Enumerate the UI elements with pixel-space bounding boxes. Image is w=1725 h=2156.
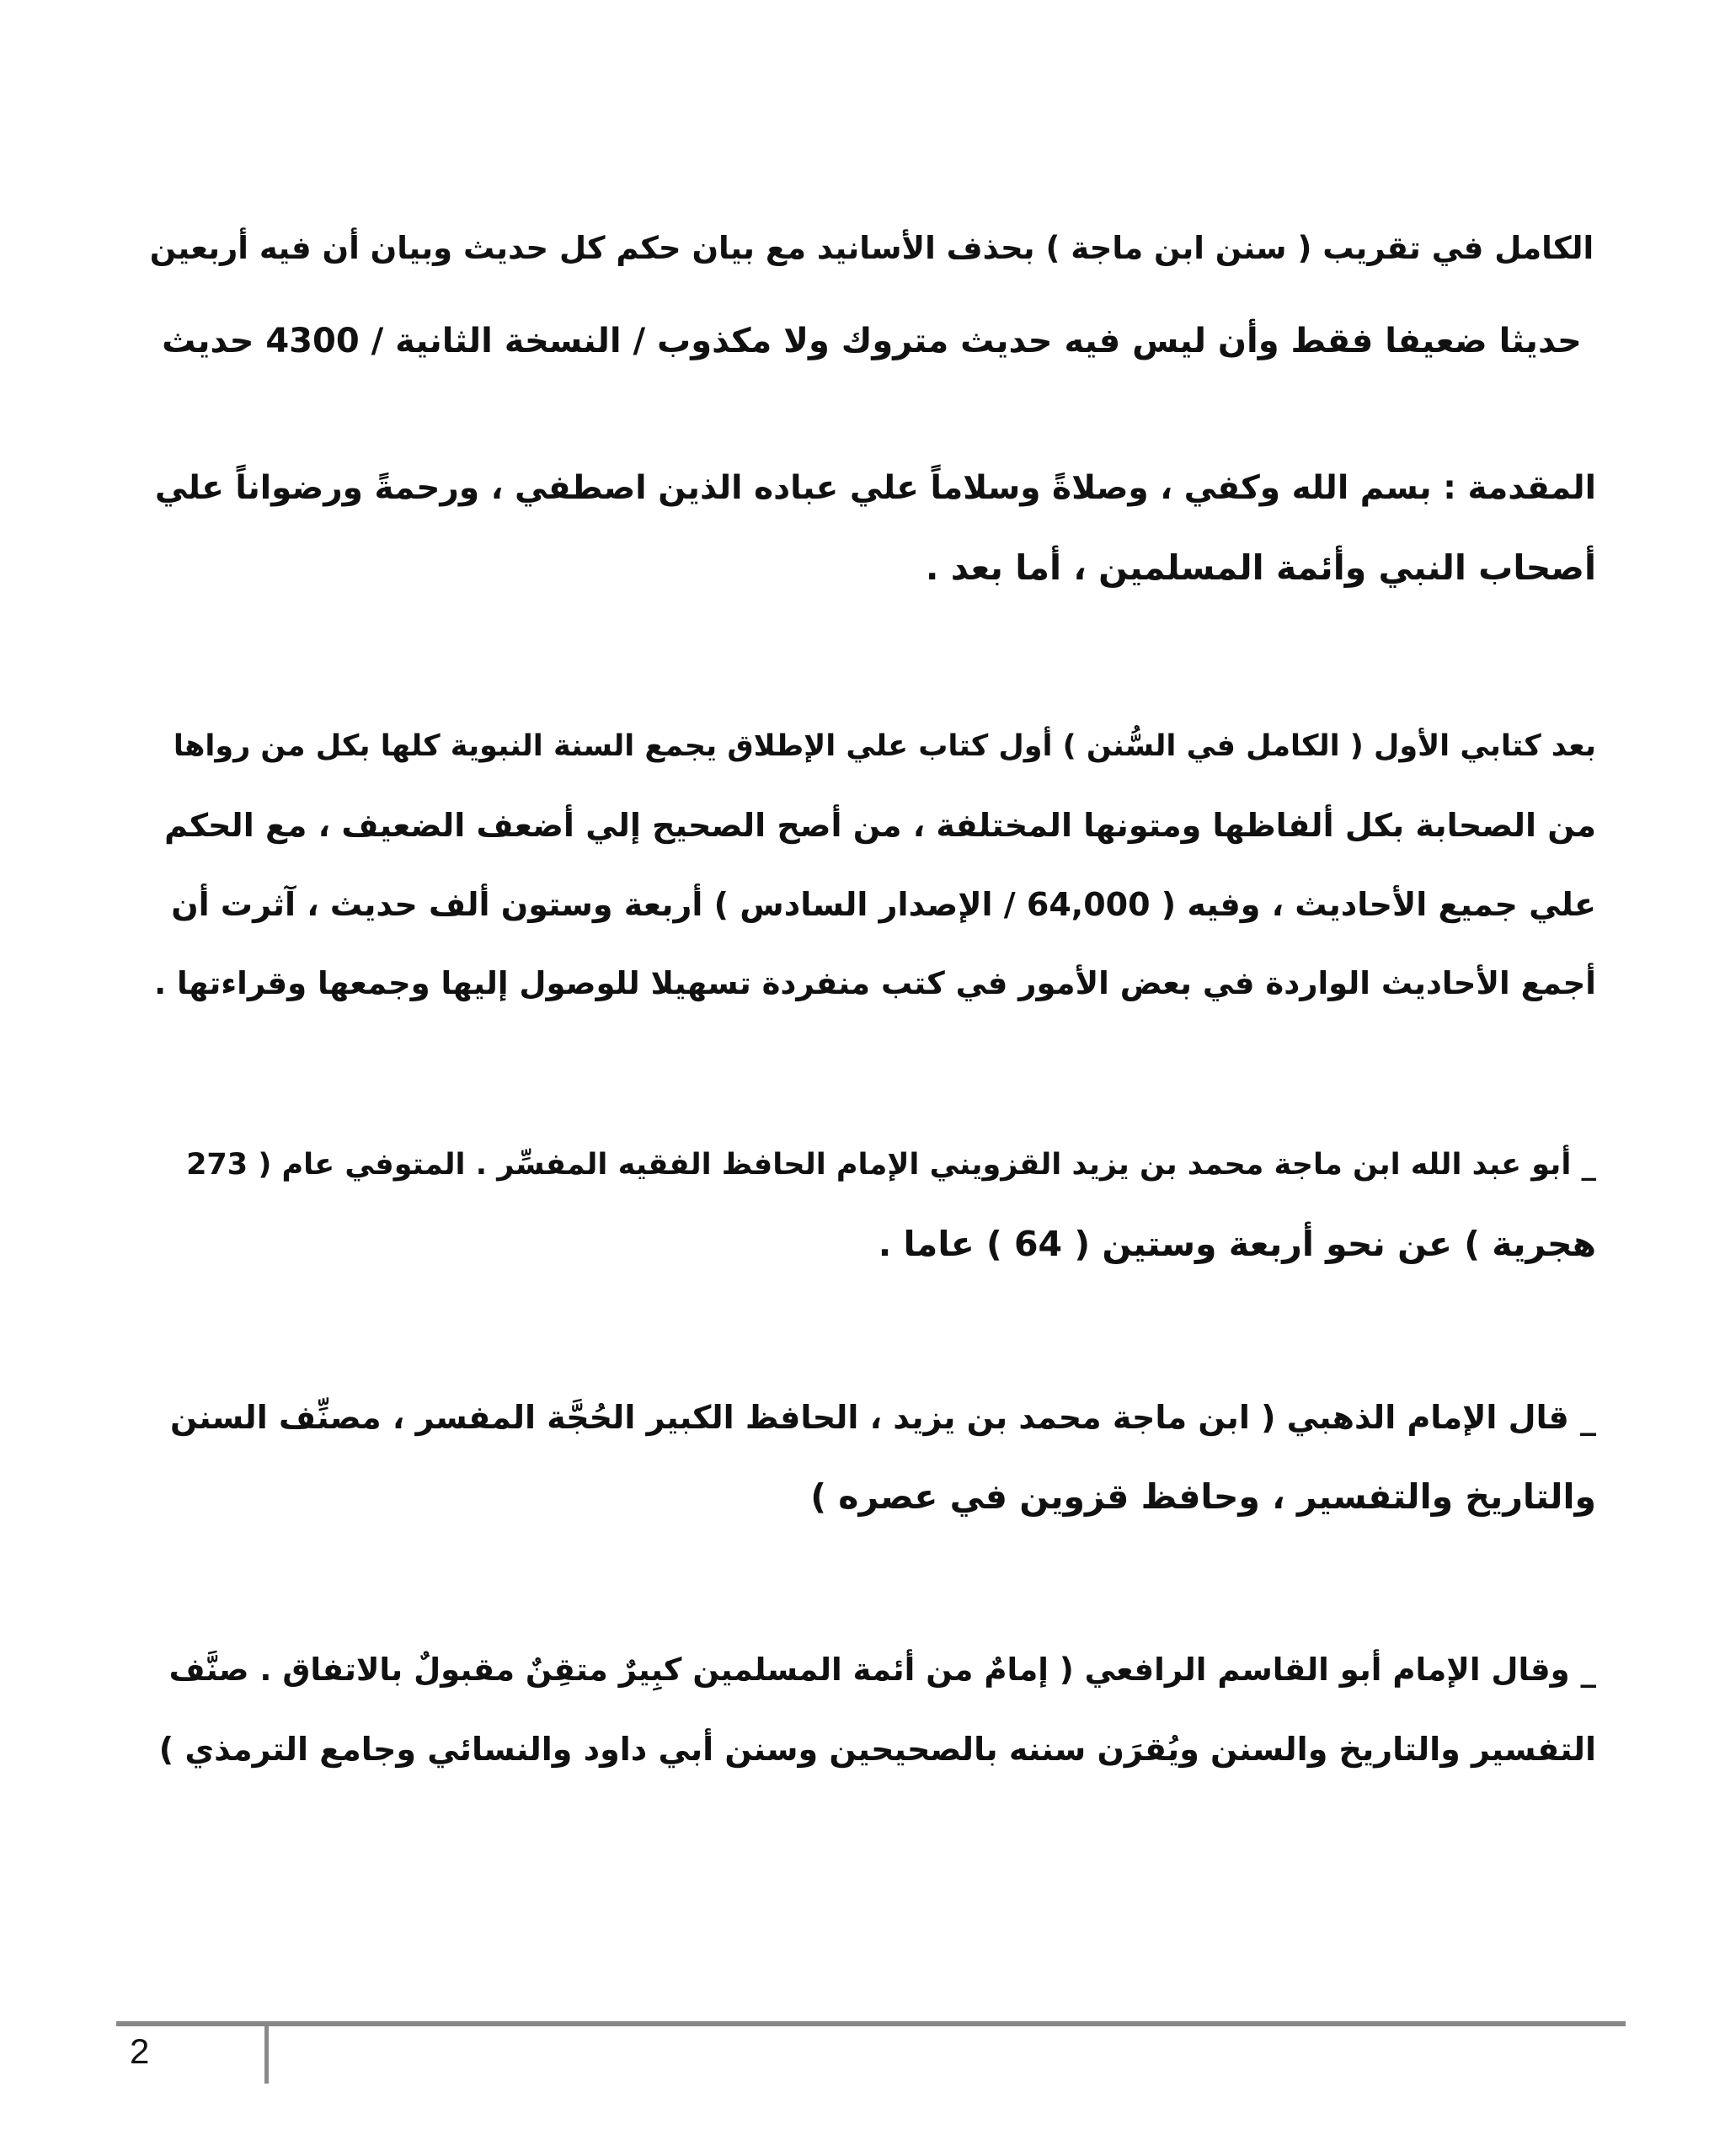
footer-divider-tick — [264, 2026, 269, 2084]
ibn-majah-paragraph — [147, 1125, 1596, 1283]
book-line-1: بعد كتابي الأول ( الكامل في السُّنن ) أول كتاب علي الإطلاق يجمع السنة النبوية كلها بكل من رواها — [173, 729, 1596, 763]
book-line-3: علي جميع الأحاديث ، وفيه ( 64,000 / الإصدار السادس ) أربعة وستون ألف حديث ، آثرت أن — [171, 886, 1596, 923]
rafii-quote-paragraph — [147, 1630, 1596, 1789]
book-paragraph — [147, 707, 1596, 1023]
intro-line-2: أصحاب النبي وأئمة المسلمين ، أما بعد . — [925, 547, 1596, 588]
intro-paragraph — [147, 449, 1596, 607]
page-number: 2 — [130, 2031, 150, 2071]
book-line-4: أجمع الأحاديث الواردة في بعض الأمور في كتب منفردة تسهيلا للوصول إليها وجمعها وقراءتها . — [154, 965, 1596, 1001]
ibn-majah-line-2: هجرية ) عن نحو أربعة وستين ( 64 ) عاما . — [878, 1224, 1596, 1264]
document-title — [147, 202, 1596, 387]
title-line-2: حديثا ضعيفا فقط وأن ليس فيه حديث متروك ولا مكذوب / النسخة الثانية / 4300 حديث — [162, 322, 1582, 360]
rafii-line-2: التفسير والتاريخ والسنن ويُقرَن سننه بالصحيحين وسنن أبي داود والنسائي وجامع الترمذي ) — [158, 1731, 1596, 1768]
dhahabi-quote-paragraph — [147, 1378, 1596, 1536]
dhahabi-line-2: والتاريخ والتفسير ، وحافظ قزوين في عصره ) — [810, 1476, 1596, 1517]
title-line-1: الكامل في تقريب ( سنن ابن ماجة ) بحذف الأسانيد مع بيان حكم كل حديث وبيان أن فيه أربعين — [149, 230, 1594, 266]
book-line-2: من الصحابة بكل ألفاظها ومتونها المختلفة ، من أصح الصحيح إلي أضعف الضعيف ، مع الحكم — [164, 807, 1596, 844]
footer-rule — [116, 2021, 1626, 2026]
rafii-line-1: _ وقال الإمام أبو القاسم الرافعي ( إمامٌ من أئمة المسلمين كبِيرٌ متقِنٌ مقبولٌ بالاتفاق . صنَّف — [168, 1652, 1596, 1688]
ibn-majah-line-1: _ أبو عبد الله ابن ماجة محمد بن يزيد القزويني الإمام الحافظ الفقيه المفسِّر . المتوفي عام ( 273 — [186, 1148, 1596, 1182]
dhahabi-line-1: _ قال الإمام الذهبي ( ابن ماجة محمد بن يزيد ، الحافظ الكبير الحُجَّة المفسر ، مصنِّف السنن — [170, 1399, 1596, 1436]
intro-line-1: المقدمة : بسم الله وكفي ، وصلاةً وسلاماً علي عباده الذين اصطفي ، ورحمةً ورضواناً علي — [154, 469, 1596, 507]
